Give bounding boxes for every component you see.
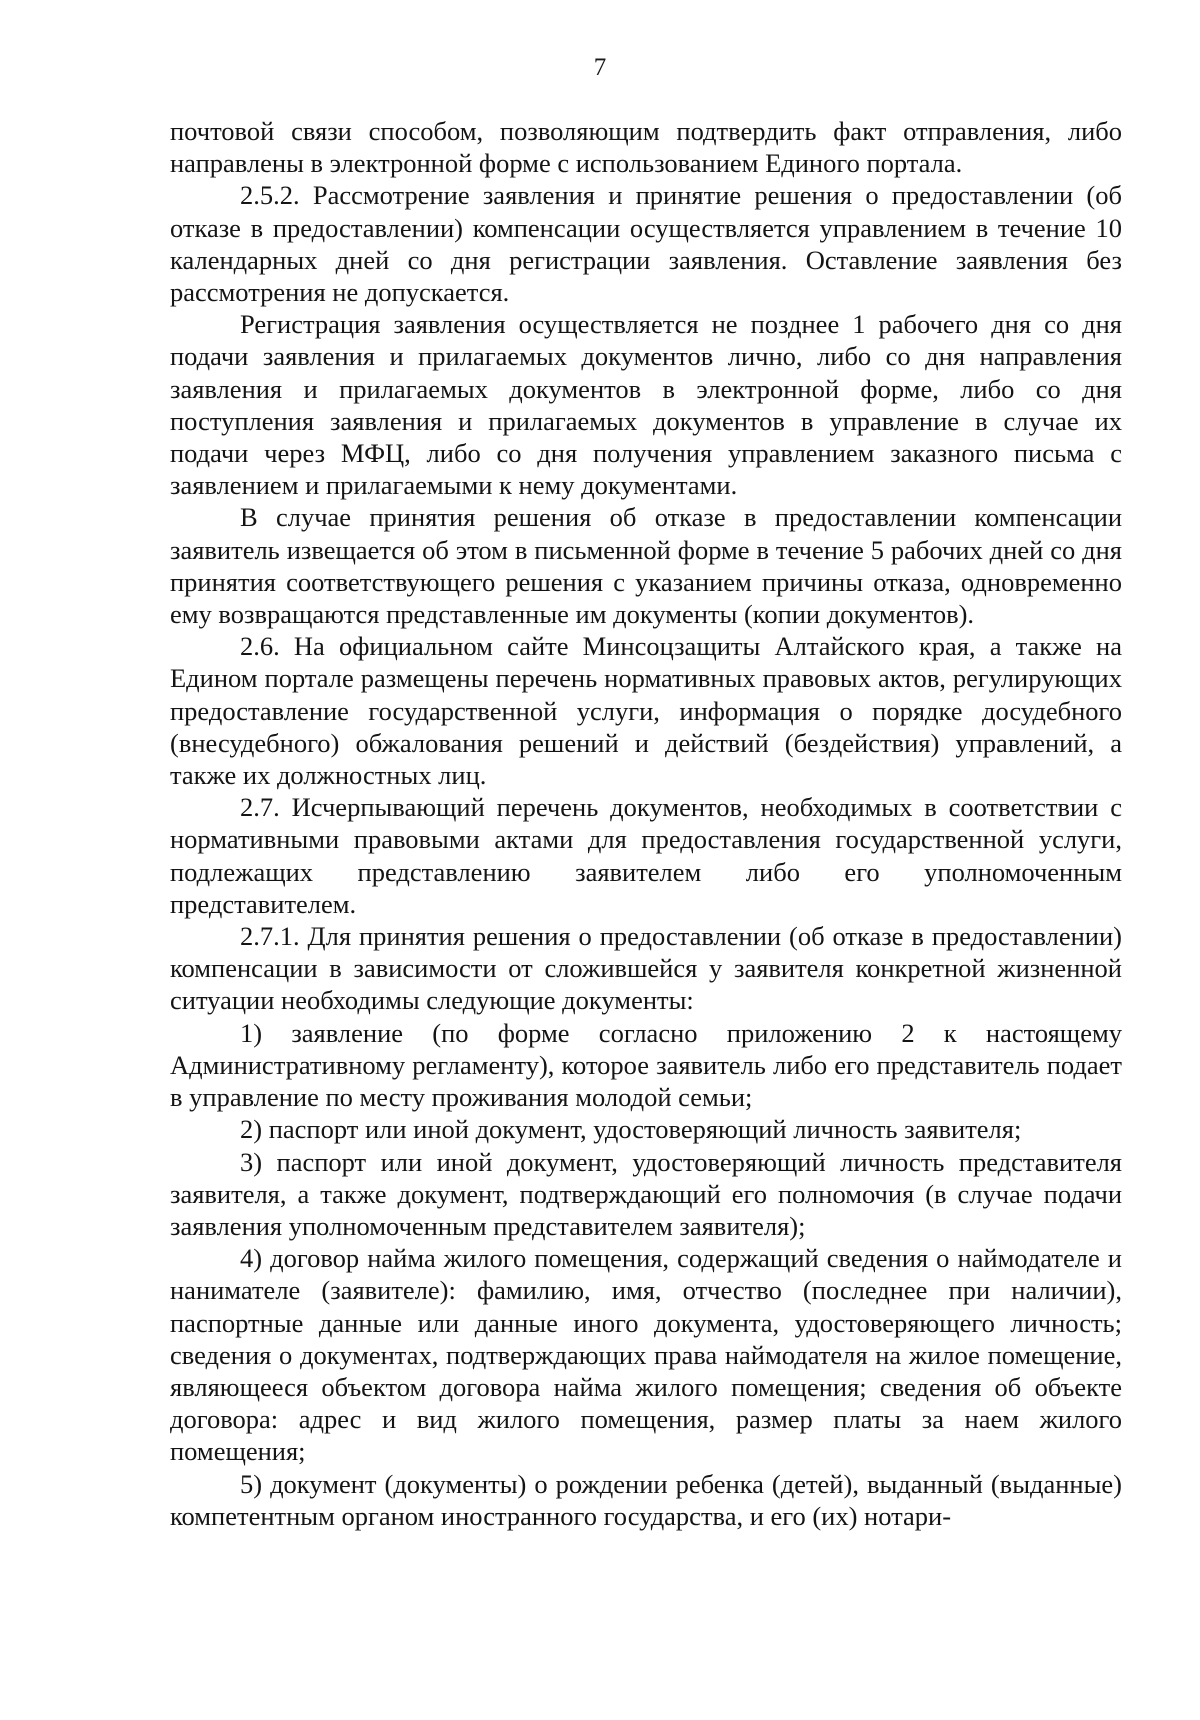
paragraph-2-5-2: 2.5.2. Рассмотрение заявления и принятие решения о предоставлении (об отказе в предоставлении) компенсации осуществляется управлением в течение 10 календарных дней со дня регистрации заявления. Оставление заявления без рассмотрения не допускается. <box>170 180 1122 308</box>
list-item-3: 3) паспорт или иной документ, удостоверяющий личность представителя заявителя, а также документ, подтверждающий его полномочия (в случае подачи заявления уполномоченным представителем заявителя); <box>170 1146 1122 1241</box>
paragraph-2-6: 2.6. На официальном сайте Минсоцзащиты Алтайского края, а также на Едином портале размещены перечень нормативных правовых актов, регулирующих предоставление государственной услуги, информация о порядке досудебного (внесудебного) обжалования решений и действий (бездействия) управлений, а также их должностных лиц. <box>170 631 1122 791</box>
list-item-4: 4) договор найма жилого помещения, содержащий сведения о наймодателе и нанимателе (заявителе): фамилию, имя, отчество (последнее при наличии), паспортные данные или данные иного документа, удостоверяющего личность; сведения о документах, подтверждающих права наймодателя на жилое помещение, являющееся объектом договора найма жилого помещения; сведения об объекте договора: адрес и вид жилого помещения, размер платы за наем жилого помещения; <box>170 1243 1122 1467</box>
paragraph-registration: Регистрация заявления осуществляется не позднее 1 рабочего дня со дня подачи заявления и прилагаемых документов лично, либо со дня направления заявления и прилагаемых документов в электронной форме, либо со дня поступления заявления и прилагаемых документов в управление в случае их подачи через МФЦ, либо со дня получения управлением заказного письма с заявлением и прилагаемыми к нему документами. <box>170 309 1122 501</box>
list-item-5: 5) документ (документы) о рождении ребенка (детей), выданный (выданные) компетентным органом иностранного государства, и его (их) нотари- <box>170 1468 1122 1531</box>
document-body <box>170 115 1122 1532</box>
list-item-2: 2) паспорт или иной документ, удостоверяющий личность заявителя; <box>240 1114 1022 1145</box>
list-item-1: 1) заявление (по форме согласно приложению 2 к настоящему Административному регламенту), которое заявитель либо его представитель подает в управление по месту проживания молодой семьи; <box>170 1017 1122 1113</box>
page-number: 7 <box>593 54 607 81</box>
paragraph-2-7-1: 2.7.1. Для принятия решения о предоставлении (об отказе в предоставлении) компенсации в зависимости от сложившейся у заявителя конкретной жизненной ситуации необходимы следующие документы: <box>170 921 1122 1016</box>
paragraph-refusal: В случае принятия решения об отказе в предоставлении компенсации заявитель извещается об этом в письменной форме в течение 5 рабочих дней со дня принятия соответствующего решения с указанием причины отказа, одновременно ему возвращаются представленные им документы (копии документов). <box>170 502 1122 630</box>
paragraph-continuation: почтовой связи способом, позволяющим подтвердить факт отправления, либо направлены в электронной форме с использованием Единого портала. <box>170 116 1122 179</box>
paragraph-2-7: 2.7. Исчерпывающий перечень документов, необходимых в соответствии с нормативными правовыми актами для предоставления государственной услуги, подлежащих представлению заявителем либо его уполномоченным представителем. <box>170 792 1122 919</box>
